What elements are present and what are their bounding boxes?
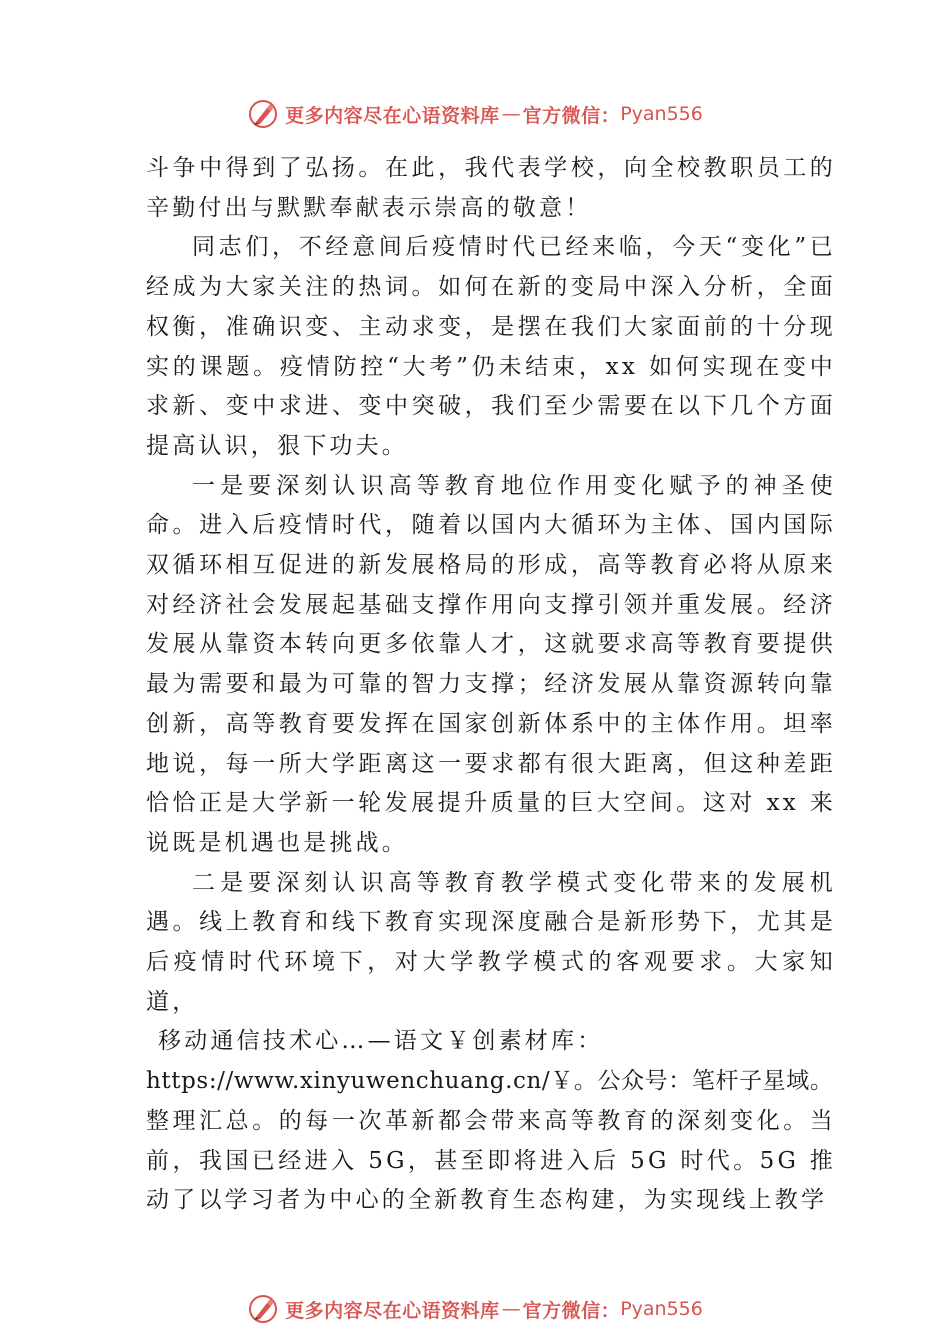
inserted-ad-line: 移动通信技术心…—语文￥创素材库： <box>158 1028 604 1055</box>
pen-nib-circle-icon <box>247 1293 279 1325</box>
paragraph: 二是要深刻认识高等教育教学模式变化带来的发展机遇。线上教育和线下教育实现深度融合是新形势下，尤其是后疫情时代环境下，对大学教学模式的客观要求。大家知道， <box>146 869 836 1015</box>
banner-wechat-id: Pyan556 <box>620 1298 703 1320</box>
paragraph: 同志们，不经意间后疫情时代已经来临，今天“变化”已经成为大家关注的热词。如何在新的变局中深入分析，全面权衡，准确识变、主动求变，是摆在我们大家面前的十分现实的课题。疫情防控“大考”仍未结束，xx 如何实现在变中求新、变中求进、变中突破，我们至少需要在以下几个方面提高认识，狠下功夫。 <box>146 234 836 459</box>
paragraph: 一是要深刻认识高等教育地位作用变化赋予的神圣使命。进入后疫情时代，随着以国内大循环为主体、国内国际双循环相互促进的新发展格局的形成，高等教育必将从原来对经济社会发展起基础支撑作用向支撑引领并重发展。经济发展从靠资本转向更多依靠人才，这就要求高等教育要提供最为需要和最为可靠的智力支撑；经济发展从靠资源转向靠创新，高等教育要发挥在国家创新体系中的主体作用。坦率地说，每一所大学距离这一要求都有很大距离，但这种差距恰恰正是大学新一轮发展提升质量的巨大空间。这对 xx 来说既是机遇也是挑战。 <box>146 472 836 856</box>
banner-separator: — <box>501 103 521 125</box>
inserted-url-line: https://www.xinyuwenchuang.cn/￥。公众号：笔杆子星域。 <box>146 1068 834 1095</box>
header-banner <box>0 94 950 134</box>
banner-slogan: 更多内容尽在心语资料库 <box>285 1299 500 1322</box>
paragraph: 整理汇总。的每一次革新都会带来高等教育的深刻变化。当前，我国已经进入 5G，甚至即将进入后 5G 时代。5G 推动了以学习者为中心的全新教育生态构建，为实现线上教学 <box>146 1107 836 1214</box>
banner-separator: — <box>501 1298 521 1320</box>
footer-banner <box>0 1289 950 1329</box>
banner-slogan: 更多内容尽在心语资料库 <box>285 104 500 127</box>
banner-wechat-label: 官方微信： <box>522 104 621 127</box>
banner-wechat-id: Pyan556 <box>620 103 703 125</box>
paragraph: 斗争中得到了弘扬。在此，我代表学校，向全校教职员工的辛勤付出与默默奉献表示崇高的敬意！ <box>146 155 836 221</box>
banner-wechat-label: 官方微信： <box>522 1299 621 1322</box>
pen-nib-circle-icon <box>247 98 279 130</box>
document-body <box>146 149 836 1221</box>
